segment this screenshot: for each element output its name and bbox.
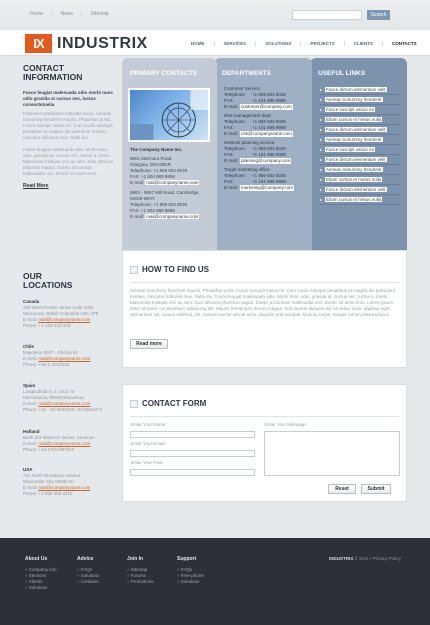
contact-info-text: Fusce feugiat malesuada odio. Morbi nunc odio, gravida at, cursus nec, luctus a, lorem. Maecenas tristique orci ac sem. Duis ultricies pharetra magna. Donec accumsan malesuada orci. Donec sit amet eros. (23, 147, 114, 176)
useful-link[interactable]: Fusce suscipit varius mi (320, 145, 400, 155)
name-label: Enter Your Name: (131, 422, 167, 427)
footer-link[interactable]: » Solutions (177, 579, 204, 585)
logo-mark[interactable]: IX (25, 34, 52, 53)
section-icon (130, 400, 138, 408)
footer-link[interactable]: » Services (25, 573, 57, 579)
nav-home[interactable]: HOME (191, 41, 205, 46)
useful-link[interactable]: Aenean nonummy hendrerit (320, 95, 400, 105)
header (0, 30, 430, 56)
footer-link[interactable]: » FAQs (177, 567, 204, 573)
message-field[interactable] (264, 431, 400, 476)
useful-links-list (320, 85, 400, 205)
footer-link[interactable]: » Promotions (127, 579, 154, 585)
email-link[interactable]: mail@companyname.com (146, 214, 199, 219)
useful-link[interactable]: Aenean nonummy hendrerit (320, 165, 400, 175)
email-link[interactable]: marketing@company.com (241, 185, 294, 190)
location-canada: Canada 200 West Pender Street Suite 1001 Vancouver, British Columbia V6C 2T8 E-mail: mail@companyname.com Phone: +1-123-123-134 (23, 299, 99, 328)
separator: | (81, 11, 83, 17)
useful-link[interactable]: Fusce dictum elementum velit (320, 185, 400, 195)
footer-col-about: About Us » Company info » Services » Clients » Solutions (25, 556, 57, 591)
location-usa: USA 701 North Broadway Avenue Gloucester City 08030 NJ E-mail: mail@companyname.com Phone: +1 856 456 2012 (23, 467, 91, 496)
email-link[interactable]: mail@companyname.com (146, 180, 199, 185)
nav-solutions[interactable]: SOLUTIONS (255, 41, 300, 46)
name-field[interactable] (130, 431, 255, 438)
useful-link[interactable]: Etiam cursus et metus nulla (320, 115, 400, 125)
building-photo (128, 88, 210, 142)
footer-link[interactable]: » Free phone (177, 573, 204, 579)
top-link-sitemap[interactable]: Sitemap (90, 11, 109, 17)
read-more-link[interactable]: Read More (23, 183, 49, 189)
location-spain: Spain Longitudinal 4, 2, Cruz 73 Mercabarna, 08040 Barcelona E-mail: mail@companyname.com Phone: +34 - 93-5564333 / 93-5564373 (23, 383, 102, 412)
email-link[interactable]: mail@companyname.com (38, 485, 91, 490)
contact-information (23, 64, 115, 189)
read-more-button[interactable]: Read more (130, 339, 168, 349)
footer-link[interactable]: » Solutions (77, 573, 99, 579)
footer-link[interactable]: » FAQs (77, 567, 99, 573)
how-to-find-section (122, 250, 407, 368)
top-link-home[interactable]: Home (30, 11, 44, 17)
email-link[interactable]: mail@companyname.com (38, 356, 91, 361)
nav-clients[interactable]: CLIENTS (344, 41, 382, 46)
email-link[interactable]: mail@companyname.com (38, 441, 91, 446)
footer-link[interactable]: » Sitemap (127, 567, 154, 573)
top-links (30, 11, 109, 17)
email-link[interactable]: customer@company.com (241, 104, 292, 109)
section-icon (130, 266, 138, 274)
footer-link[interactable]: » Solutions (25, 585, 57, 591)
useful-link[interactable]: Fusce dictum elementum velit (320, 85, 400, 95)
footer-col-join: Join In » Sitemap » Forums » Promotions (127, 556, 154, 585)
phone-label: Enter Your Pain: (131, 460, 164, 465)
phone-field[interactable] (130, 469, 255, 476)
logo-text[interactable]: INDUSTRIX (57, 35, 148, 52)
email-label: Enter Your Email: (131, 441, 166, 446)
email-link[interactable]: planning@company.com (241, 158, 291, 163)
departments-title: DEPARTMENTS (222, 70, 271, 77)
nav-services[interactable]: SERVICES (214, 41, 256, 46)
contact-info-text: Praesent vestibulum molestie lacus. Aenean nonummy hendrerit mauris. Phasellus porta. Fusce suscipit varius mi. Cum sociis natoque penatibus et magnis dis parturient montes, nascetur ridiculus mus. Nulla dui. (23, 111, 113, 140)
divider (130, 282, 399, 283)
submit-button[interactable]: Submit (361, 484, 391, 494)
top-bar (0, 0, 430, 30)
contact-form-title: CONTACT FORM (130, 399, 206, 408)
useful-link[interactable]: Aenean nonummy hendrerit (320, 135, 400, 145)
department-group: Customer Service: Telephone: +1 959 603 6035 FAX: +1 101 888 9898 E-mail: customer@company.com (224, 86, 292, 109)
department-group: Risk management dept: Telephone: +1 959 603 6035 FAX: +1 101 888 9898 E-mail: risk@companyname.com (224, 113, 292, 136)
email-field[interactable] (130, 450, 255, 457)
separator: | (51, 11, 53, 17)
footer (0, 538, 430, 625)
departments-list (224, 86, 310, 191)
useful-link[interactable]: Fusce dictum elementum velit (320, 155, 400, 165)
footer-col-advice: Advice » FAQs » Solutions » Contacts (77, 556, 99, 585)
top-link-news[interactable]: News (60, 11, 74, 17)
email-link[interactable]: mail@companyname.com (38, 401, 91, 406)
main-nav (182, 41, 426, 46)
divider (130, 416, 399, 417)
company-contact: The Company Name Inc. 8901 Marmora Road, Glasgow, D04 89GR Telephone: +1 959 603 6035 FAX: +1 504 889 9898 E-mail: mail@companyname.com 9863 - 9867 Mill Road, Cambridge, MG09 99HT. Telephone: +1 959 603 6035 FAX: +1 504 889 9898 E-mail: mail@companyname.com (130, 147, 200, 219)
useful-link[interactable]: Etiam cursus et metus nulla (320, 175, 400, 185)
locations-title: OUR LOCATIONS (23, 271, 73, 290)
search-button[interactable]: Search (367, 10, 390, 20)
footer-link[interactable]: » Company info (25, 567, 57, 573)
primary-contacts-title: PRIMARY CONTACTS (130, 70, 198, 77)
contact-form-section (122, 384, 407, 502)
contact-info-lead: Fusce feugiat malesuada odio morbi nunc odio gravida at cursus nec, luctus consectetuelia (23, 90, 114, 107)
department-group: Target marketing office: Telephone: +1 959 603 6035 FAX: +1 101 888 9898 E-mail: marketing@company.com (224, 167, 294, 190)
useful-link[interactable]: Etiam cursus et metus nulla (320, 195, 400, 205)
footer-link[interactable]: » Clients (25, 579, 57, 585)
how-to-find-text: Aenean nonummy hendrerit mauris. Phasellus porta. Fusce suscipit varius mi. Cum sociis natoque penatibus et magnis dis parturient montes, nascetur ridiculus mus. Nulla dui. Fusce feugiat malesuada odio. Morbi nunc odio, gravida at, cursus nec, luctus a, lorem. Maecenas tristique orci ac sem. Duis ultricies pharetra magna. Donec accumsan malesuada orci. Donec sit amet eros. Lorem ipsum dolor sit amet, consectetuer adipiscing elit. Mauris fermentum dictum magna. Sed laoreet aliquam leo. Ut tellus dolor, dapibus eget, elementum vel, cursus eleifend, elit. Aenean auctor wisi et urna. Aliquam erat volutpat. Duis ac turpis. Integer rutrum ante eu lacus. (130, 288, 395, 317)
copyright: INDUSTRIX © 2011 • Privacy Policy (329, 556, 401, 561)
nav-contacts[interactable]: CONTACTS (382, 41, 426, 46)
footer-col-support: Support » FAQs » Free phone » Solutions (177, 556, 204, 585)
nav-projects[interactable]: PROJECTS (300, 41, 343, 46)
useful-link[interactable]: Fusce suscipit varius mi (320, 105, 400, 115)
how-to-find-title: HOW TO FIND US (130, 265, 209, 274)
department-group: Network planning service: Telephone: +1 959 603 6035 FAX: +1 101 888 9898 E-mail: planning@company.com (224, 140, 291, 163)
reset-button[interactable]: Reset (328, 484, 356, 494)
footer-link[interactable]: » Contacts (77, 579, 99, 585)
location-chile: Chile Napoleon 3037 - Oficina 84 E-mail: mail@companyname.com Phone: +56-2-2333333 (23, 344, 91, 367)
useful-link[interactable]: Fusce dictum elementum velit (320, 125, 400, 135)
email-link[interactable]: mail@companyname.com (38, 317, 91, 322)
useful-links-title: USEFUL LINKS (318, 70, 366, 77)
message-label: Enter Your Message: (265, 422, 307, 427)
contact-info-title: CONTACT INFORMATION (23, 63, 83, 82)
email-link[interactable]: risk@companyname.com (241, 131, 292, 136)
footer-link[interactable]: » Forums (127, 573, 154, 579)
location-holland: Holland Berth 2/3 Shannon Docks, Shannon E-mail: mail@companyname.com Phone: +44-1715-897610 (23, 429, 95, 452)
search-input[interactable] (292, 10, 362, 20)
